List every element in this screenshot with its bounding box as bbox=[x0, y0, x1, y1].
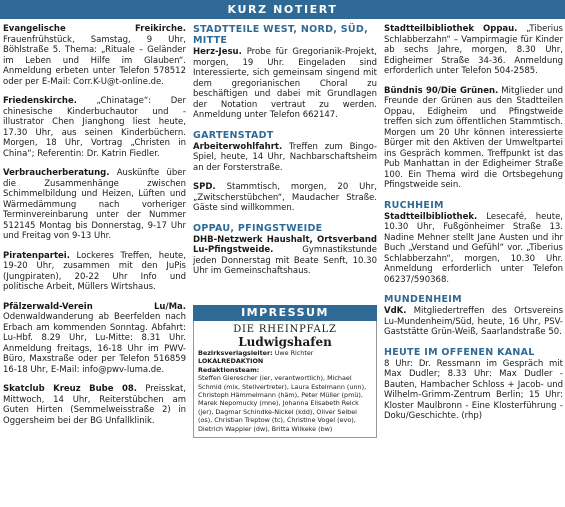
notice-item bbox=[384, 86, 563, 191]
notice-item bbox=[384, 212, 563, 286]
notice-title: Skatclub Kreuz Bube 08. bbox=[3, 384, 138, 394]
notice-text: Lesecafé, heute, 10.30 Uhr, Fußgönheimer Straße 13. Nadine Mehner stellt Jane Austen und ihr Buch „Verstand und Gefühl“ vor. „Tiberius Schlabberzahn“, morgen, 10.30 Uhr. Anmeldung erforderlich unter Telefon 06237/590368. bbox=[384, 211, 563, 285]
section-heading: STADTTEILE WEST, NORD, SÜD, MITTE bbox=[193, 24, 369, 46]
team-list: Steffen Gierescher (ier, verantwortlich), Michael Schmid (mix, Stellvertreter), Laura Estelmann (unn), Christoph Hämmelmann (häm), Peter Müller (pmü), Marek Nepomucky (mne), Johanna Elisabeth Reick (jer), Dagmar Schindke-Nickel (kdd), Oliver Seibel (os), Christian Treptow (tc), Christine Vogel (evo), Dietrich Wappler (dw), Britta Wilkeke (bw) bbox=[198, 374, 367, 433]
notice-item bbox=[384, 24, 563, 77]
notice-text: Stammtisch, morgen, 20 Uhr, „Zwitscherstübchen“, Maudacher Straße. Gäste sind willkommen. bbox=[193, 182, 377, 213]
notice-title: Stadtteilbibliothek. bbox=[384, 211, 478, 222]
notice-title: Verbraucherberatung. bbox=[3, 168, 110, 178]
column-middle bbox=[193, 24, 377, 286]
section-heading: RUCHHEIM bbox=[384, 199, 444, 211]
notice-title: Friedenskirche. bbox=[3, 96, 77, 106]
notice-text: Gymnastikstunde jeden Donnerstag mit Beate Senft, 10.30 Uhr im Gemeinschaftshaus. bbox=[193, 245, 377, 276]
notice-text: „Chinatage“: Der chinesische Kinderbuchautor und -illustrator Chen Jianghong liest heute, 17.30 Uhr, aus seinen Kinderbüchern. Morgen, 18 Uhr, Vortrag „Christen in China“; Referentin: Dr. Katrin Fiedler. bbox=[3, 96, 186, 159]
notice-title: DHB-Netzwerk Haushalt, Ortsverband Lu-Pfingstweide. bbox=[193, 234, 377, 255]
notice-item bbox=[193, 235, 377, 277]
notice-title: Piratenpartei. bbox=[3, 250, 70, 261]
notice-item bbox=[3, 251, 186, 293]
notice-text: Lockeres Treffen, heute, 19-20 Uhr, zusammen mit den JuPis (Jungpiraten), 20-22 Uhr Info und politische Arbeit, Müllers Wirtshaus. bbox=[3, 250, 186, 292]
impressum-box bbox=[193, 305, 377, 438]
notice-item bbox=[193, 182, 377, 214]
impressum-body bbox=[193, 321, 377, 438]
notice-text: „Tiberius Schlabberzahn“ – Vampirmagie für Kinder ab sechs Jahre, morgen, 8.30 Uhr, Edigheimer Straße 34-36. Anmeldung erforderlich unter Telefon 504-2585. bbox=[384, 24, 563, 76]
notice-text: Frauenfrühstück, Samstag, 9 Uhr, Böhlstraße 5. Thema: „Rituale – Geländer im Leben und Hilfe im Glauben“. Anmeldung erbeten unter Telefon 578512 oder per E-Mail: Corr.K-U@t-online.de. bbox=[3, 34, 186, 87]
section-heading: GARTENSTADT bbox=[193, 129, 274, 141]
notice-title: Pfälzerwald-Verein Lu/Ma. bbox=[3, 301, 186, 312]
section-banner: KURZ NOTIERT bbox=[0, 0, 565, 19]
notice-title: Herz-Jesu. bbox=[193, 47, 242, 57]
notice-item bbox=[3, 302, 186, 376]
section-heading: MUNDENHEIM bbox=[384, 294, 462, 305]
column-left bbox=[3, 24, 186, 435]
notice-text: Treffen zum Bingo-Spiel, heute, 14 Uhr, Nachbarschaftsheim an der Forsterstraße. bbox=[193, 141, 377, 173]
notice-title: VdK. bbox=[384, 306, 407, 316]
notice-title: SPD. bbox=[193, 182, 216, 192]
team-label: Redaktionsteam: bbox=[198, 365, 260, 374]
notice-item bbox=[3, 96, 186, 159]
notice-text: Auskünfte über die Zusammenhänge zwischen Schimmelbildung und Heizen, Lüften und Wärmedämmung nach vorheriger Terminvereinbarung unter der Nummer 512145 Montag bis Donnerstag, 9-17 Uhr und Freitag von 9-13 Uhr. bbox=[3, 168, 186, 241]
notice-title: Evangelische Freikirche. bbox=[3, 24, 186, 34]
notice-item bbox=[193, 142, 377, 174]
notice-text: Odenwaldwanderung ab Beerfelden nach Erbach am kommenden Sonntag. Abfahrt: Lu-Hbf. 8.29 Uhr, Lu-Mitte: 8.31 Uhr. Anmeldung freitags, 16-18 Uhr im PWV-Büro, Maxstraße oder per Telefon 516859 16-18 Uhr, E-Mail: info@pwv-luma.de. bbox=[3, 312, 186, 375]
publisher-label: Bezirksverlagsleiter: bbox=[198, 349, 273, 357]
notice-title: Bündnis 90/Die Grünen. bbox=[384, 85, 499, 96]
newspaper-edition: Ludwigshafen bbox=[238, 335, 332, 349]
notice-item bbox=[384, 306, 563, 338]
notice-item bbox=[193, 47, 377, 121]
column-right bbox=[384, 24, 563, 431]
section-heading: OPPAU, PFINGSTWEIDE bbox=[193, 222, 323, 234]
notice-text: Probe für Gregorianik-Projekt, morgen, 19 Uhr. Eingeladen sind Interessierte, sich gemeinsam singend mit dem gregorianischen Choral zu beschäftigen und dabei mit Grundlagen der Notation vertraut zu werden. Anmeldung unter Telefon 662147. bbox=[193, 47, 377, 120]
impressum-header: IMPRESSUM bbox=[193, 305, 377, 321]
notice-text: Mitglieder und Freunde der Grünen aus den Stadtteilen Oppau, Edigheim und Pfingstweide treffen sich zum öffentlichen Stammtisch. Morgen um 20 Uhr können interessierte Bürger mit den Aktiven der Umweltpartei ins Gespräch kommen. Treffpunkt ist das Pub Manhattan in der Edigheimer Straße 100. Ein Thema wird die Ortsbegehung Pfingstweide sein. bbox=[384, 85, 563, 190]
notice-title: Arbeiterwohlfahrt. bbox=[193, 141, 283, 152]
notice-item bbox=[3, 24, 186, 87]
notice-text: 8 Uhr: Dr. Ressmann im Gespräch mit Max Dudler; 8.33 Uhr: Max Dudler - Bauten, Hambacher Schloss + Jacob- und Wilhelm-Grimm-Zentrum Berlin; 15 Uhr: Kloster Maulbronn - Eine Klosterführung - Doku/Geschichte. (rhp) bbox=[384, 358, 563, 421]
editorial-heading: LOKALREDAKTION bbox=[198, 357, 264, 366]
notice-text: Preisskat, Mittwoch, 14 Uhr, Reiterstübchen am Guten Hirten (Semmelweisstraße 2) in Oggersheim bei der BG Unfallklinik. bbox=[3, 384, 186, 426]
publisher-line bbox=[198, 349, 372, 357]
newspaper-title: DIE RHEINPFALZ bbox=[233, 324, 337, 335]
notice-item bbox=[3, 168, 186, 242]
section-heading: HEUTE IM OFFENEN KANAL bbox=[384, 346, 535, 358]
notice-title: Stadtteilbibliothek Oppau. bbox=[384, 24, 518, 34]
notice-item bbox=[3, 384, 186, 426]
notice-text: Mitgliedertreffen des Ortsvereins Lu-Mundenheim/Süd, heute, 16 Uhr, PSV-Gaststätte Grün-Weiß, Saarlandstraße 50. bbox=[384, 306, 563, 337]
notice-item bbox=[384, 359, 563, 422]
publisher-value: Uwe Richter bbox=[272, 349, 314, 357]
